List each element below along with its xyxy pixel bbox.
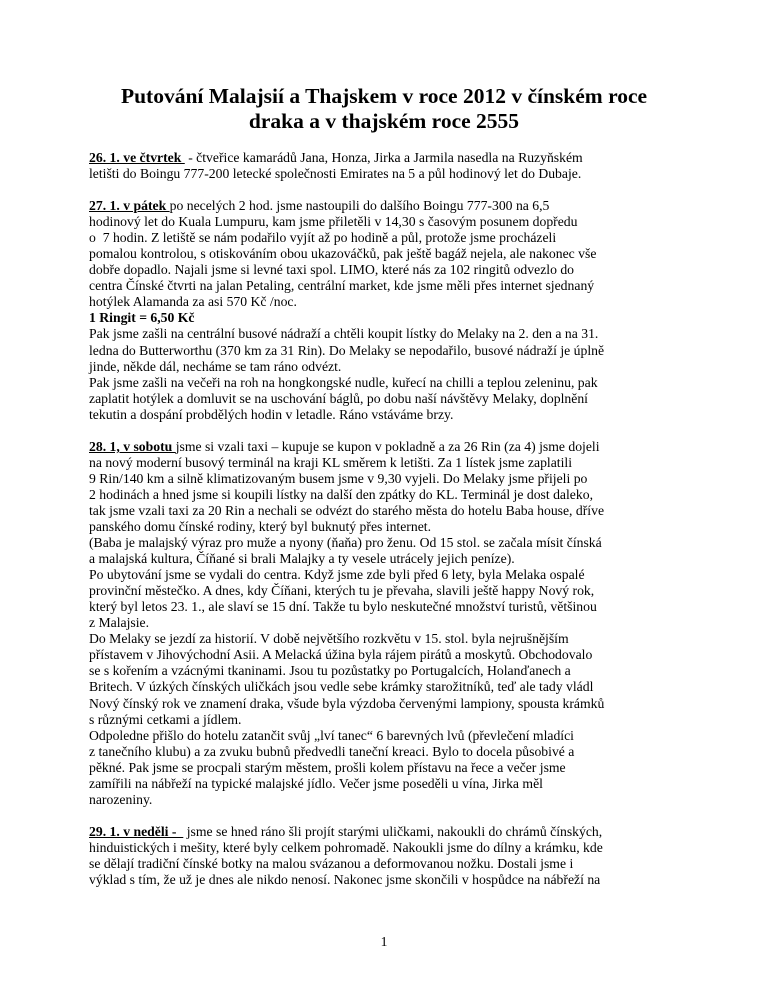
text-line [89,519,685,535]
text-line [89,310,685,326]
text-line [89,744,685,760]
text-line [89,326,685,342]
text-segment: z Malajsie. [89,615,150,631]
text-line [89,471,685,487]
text-segment: hodinový let do Kuala Lumpuru, kam jsme přiletěli v 14,30 s časovým posunem dopředu [89,214,578,230]
text-segment: jinde, někde dál, necháme se tam ráno odvézt. [89,358,342,374]
text-line [89,872,685,888]
text-line [89,663,685,679]
text-segment: narozeniny. [89,791,153,807]
text-line [89,647,685,663]
text-line [89,776,685,792]
text-segment: 2 hodinách a hned jsme si koupili lístky na další den zpátky do KL. Terminál je dost daleko, [89,486,593,502]
text-segment: jsme si vzali taxi – kupuje se kupon v pokladně a za 26 Rin (za 4) jsme dojeli [175,438,600,454]
text-segment: jsme se hned ráno šli projít starými uličkami, nakoukli do chrámů čínských, [183,823,603,839]
paragraph [89,198,685,423]
text-line [89,615,685,631]
text-segment: zaplatit hotýlek a domluvit se na uschování báglů, po dobu naší návštěvy Melaky, doplnění [89,390,588,406]
text-segment: se dělají tradiční čínské botky na malou svázanou a deformovanou nožku. Dostali jsme i [89,855,574,871]
text-line [89,198,685,214]
page-number: 1 [380,934,388,949]
text-line [89,551,685,567]
text-segment: Pak jsme zašli na večeři na roh na hongkongské nudle, kuřecí na chilli a teplou zeleninu, pak [89,374,598,390]
text-segment: se s kořením a vzácnými tkaninami. Jsou tu pozůstatky po Portugalcích, Holanďanech a [89,663,571,679]
text-segment: pěkné. Pak jsme se procpali starým městem, prošli kolem přístavu na řece a večer jsme [89,759,566,775]
text-line [89,840,685,856]
entry-date-heading: 28. 1, v sobotu [89,438,176,454]
entry-date-heading: 26. 1. ve čtvrtek [89,150,185,165]
document-body [89,150,685,904]
text-segment: Po ubytování jsme se vydali do centra. Když jsme zde byli před 6 lety, byla Melaka ospalé [89,567,585,583]
text-segment: dobře dopadlo. Najali jsme si levné taxi spol. LIMO, které nás za 102 ringitů odvezlo do [89,262,575,278]
text-line [89,856,685,872]
title-line: Putování Malajsií a Thajskem v roce 2012 v čínském roce [120,84,648,108]
text-segment: tekutin a dospání probdělých hodin v letadle. Ráno vstáváme brzy. [89,406,454,422]
text-line [89,631,685,647]
text-line [89,583,685,599]
text-segment: pomalou kontrolou, s otiskováním obou ukazováčků, pak ještě bagáž nejela, ale nakonec vše [89,246,597,262]
text-segment: Nový čínský rok ve znamení draka, všude byla výzdoba červenými lampiony, spousta krámků [89,695,605,711]
text-segment: hinduistických i mešity, které byly celkem pohromadě. Nakoukli jsme do dílny a krámku, kde [89,839,603,855]
text-segment: Pak jsme zašli na centrální busové nádraží a chtěli koupit lístky do Melaky na 2. den a na 31. [89,326,599,342]
text-line [89,246,685,262]
text-segment: ledna do Butterworthu (370 km za 31 Rin). Do Melaky se nepodařilo, busové nádraží je úplně [89,342,605,358]
text-segment: s různými cetkami a jídlem. [89,711,242,727]
text-line [89,824,685,840]
text-line [89,407,685,423]
text-segment: který byl letos 23. 1., ale slaví se 15 dní. Takže tu bylo neskutečné množství turistů, většinou [89,599,597,615]
text-segment: (Baba je malajský výraz pro muže a nyony (ňaňa) pro ženu. Od 15 stol. se začala mísit čínská [89,535,602,551]
text-line [89,599,685,615]
text-segment: tak jsme vzali taxi za 20 Rin a nechali se odvézt do starého města do hotelu Baba house, dříve [89,502,605,518]
text-segment: z tanečního klubu) a za zvuku bubnů předvedli taneční kreaci. Bylo to docela působivé a [89,743,575,759]
text-segment: na nový moderní busový terminál na kraji KL směrem k letišti. Za 1 lístek jsme zaplatili [89,454,573,470]
text-line [89,728,685,744]
title-line: draka a v thajském roce 2555 [248,109,520,133]
entry-date-heading: 27. 1. v pátek [89,198,170,214]
text-line [89,503,685,519]
entry-date-heading: 29. 1. v neděli - [89,823,184,839]
exchange-rate-note: 1 Ringit = 6,50 Kč [89,310,195,326]
text-line [89,166,685,182]
text-segment: Odpoledne přišlo do hotelu zatančit svůj „lví tanec“ 6 barevných lvů (převlečení mladíci [89,727,574,743]
paragraph [89,824,685,888]
text-segment: přístavem v Jihovýchodní Asii. A Melacká úžina byla rájem pirátů a moskytů. Obchodovalo [89,647,593,663]
text-line [89,696,685,712]
text-line [89,712,685,728]
text-line [89,535,685,551]
text-segment: hotýlek Alamanda za asi 570 Kč /noc. [89,294,297,310]
paragraph [89,439,685,808]
text-line [89,792,685,808]
text-line [89,760,685,776]
text-segment: 9 Rin/140 km a silně klimatizovaným busem jsme v 9,30 vyjeli. Do Melaky jsme přijeli po [89,470,588,486]
text-line [89,567,685,583]
text-line [89,214,685,230]
text-line [89,230,685,246]
text-segment: zamířili na nábřeží na typické malajské jídlo. Večer jsme poseděli u vína, Jirka měl [89,775,543,791]
text-line [89,262,685,278]
text-line [89,150,685,166]
text-line [89,375,685,391]
text-segment: Britech. V úzkých čínských uličkách jsou vedle sebe krámky starožitníků, teď ale tady vládl [89,679,594,695]
document-title [80,84,688,134]
text-line [89,294,685,310]
text-segment: provinční městečko. A dnes, kdy Číňani, kterých tu je převaha, slavili ještě happy Nový rok, [89,583,595,599]
text-segment: centra Čínské čtvrti na jalan Petaling, centrální market, kde jsme měli přes internet sjednaný [89,278,595,294]
paragraph [89,150,685,182]
text-line [89,439,685,455]
text-line [89,679,685,695]
text-segment: Do Melaky se jezdí za historií. V době největšího rozkvětu v 15. stol. byla nejrušnějším [89,631,569,647]
text-line [89,455,685,471]
text-segment: letišti do Boingu 777-200 letecké společnosti Emirates na 5 a půl hodinový let do Dubaje. [89,166,582,182]
text-line [89,487,685,503]
text-segment: po necelých 2 hod. jsme nastoupili do dalšího Boingu 777-300 na 6,5 [169,198,550,214]
text-segment: panského domu čínské rodiny, který byl buknutý přes internet. [89,518,431,534]
text-line [89,278,685,294]
text-segment: a malajská kultura, Číňané si brali Malajky a ty vesele utrácely jejich peníze). [89,551,515,567]
text-segment: výklad s tím, že už je dnes ale nikdo nenosí. Nakonec jsme skončili v hospůdce na nábřeží na [89,871,601,887]
text-segment: o 7 hodin. Z letiště se nám podařilo vyjít až po hodině a půl, protože jsme procházeli [89,230,557,246]
text-segment: - čtveřice kamarádů Jana, Honza, Jirka a Jarmila nasedla na Ruzyňském [184,150,583,165]
text-line [89,391,685,407]
text-line [89,343,685,359]
text-line [89,359,685,375]
